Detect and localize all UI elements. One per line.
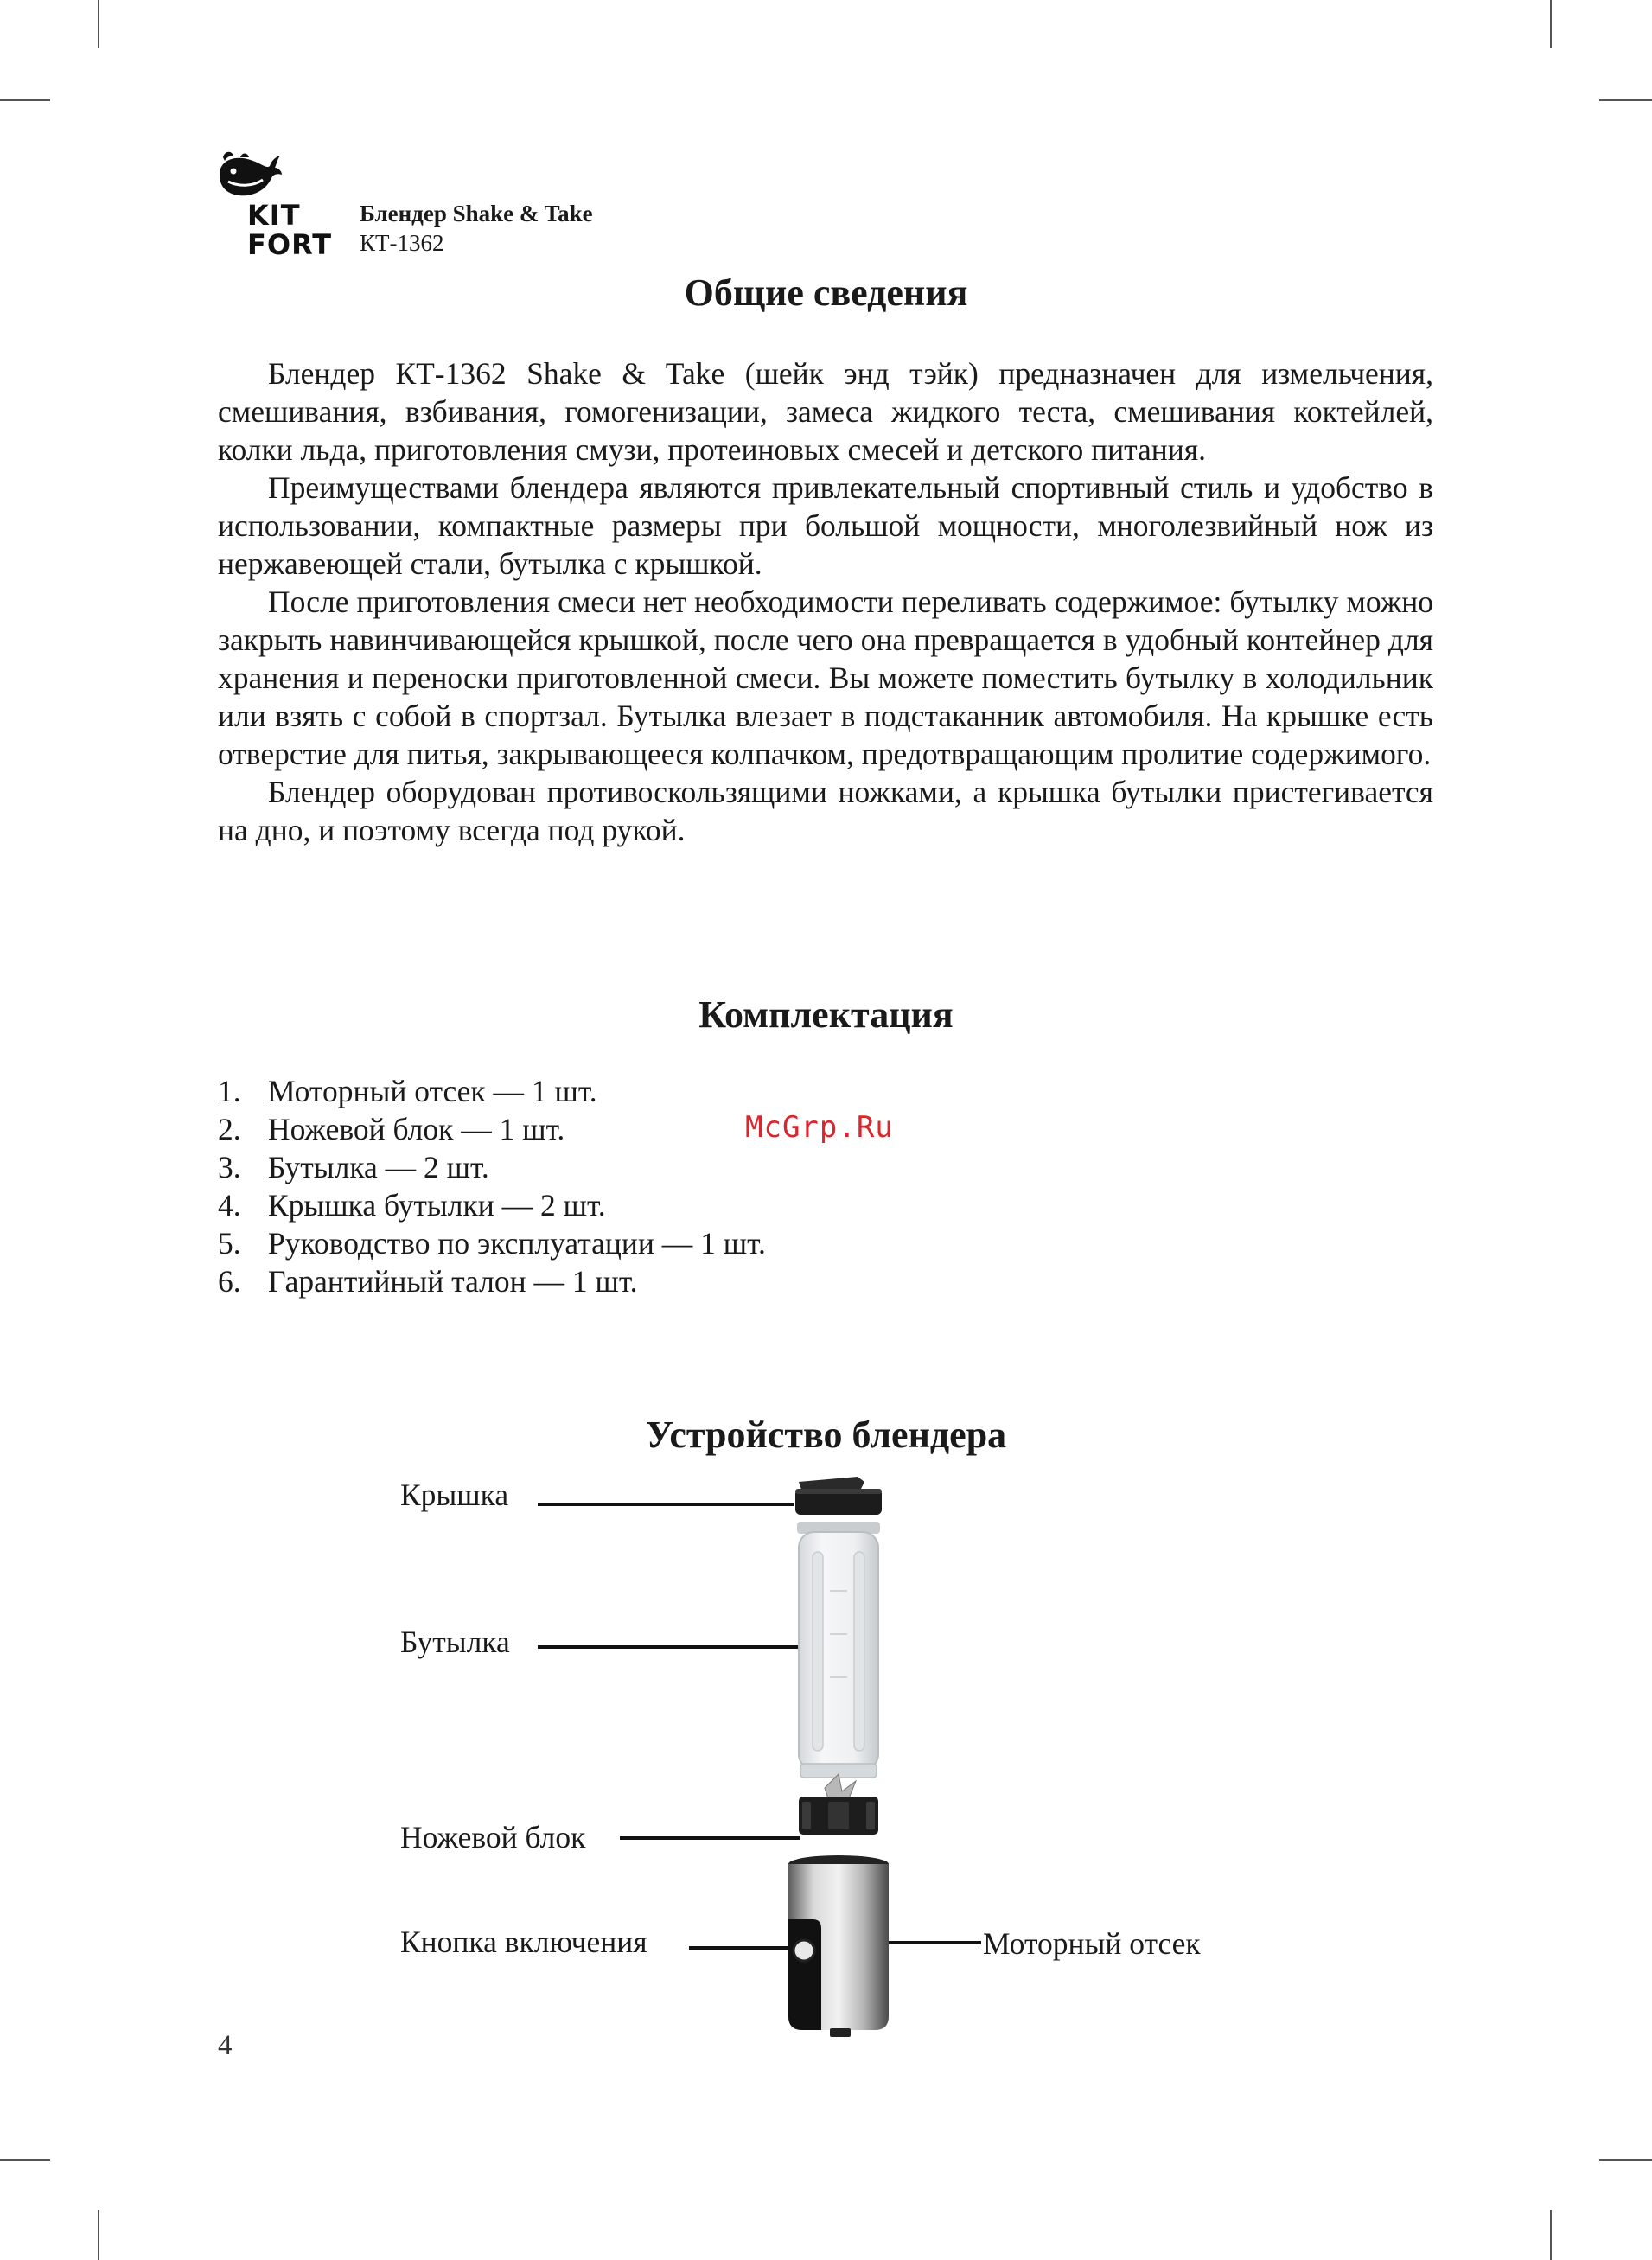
crop-mark: [98, 0, 99, 48]
blade-unit: [799, 1774, 878, 1835]
bottle: [797, 1522, 880, 1778]
product-model: КТ-1362: [360, 230, 444, 256]
list-number: 6.: [218, 1264, 241, 1299]
general-text: [218, 354, 1433, 849]
general-paragraph: После приготовления смеси нет необходимости переливать содержимое: бутылку можно закрыть навинчивающейся крышкой, после чего она превращается в удобный контейнер для хранения и переноски приготовленной смеси. Вы можете поместить бутылку в холодильник или взять с собой в спортзал. Бутылка влезает в подстаканник автомобиля. На крышке есть отверстие для питья, закрывающееся колпачком, предотвращающим пролитие содержимого.: [218, 584, 1433, 771]
label-motor-unit: Моторный отсек: [983, 1926, 1201, 1961]
general-paragraph: Блендер КТ-1362 Shake & Take (шейк энд тэйк) предназначен для измельчения, смешивания, взбивания, гомогенизации, замеса жидкого теста, смешивания коктейлей, колки льда, приготовления смузи, протеиновых смесей и детского питания.: [218, 356, 1433, 467]
list-item: [218, 1072, 766, 1110]
crop-mark: [1550, 2210, 1552, 2260]
section-heading-contents: Комплектация: [698, 993, 954, 1036]
crop-mark: [1599, 99, 1652, 101]
page-number: 4: [218, 2030, 233, 2061]
crop-mark: [98, 2210, 99, 2260]
whale-icon: [214, 149, 284, 201]
label-power-button: Кнопка включения: [400, 1925, 647, 1959]
list-text: Гарантийный талон — 1 шт.: [268, 1264, 638, 1299]
crop-mark: [1599, 2159, 1652, 2161]
section-heading-device: Устройство блендера: [645, 1414, 1007, 1456]
logo-line-fort: FORT: [247, 228, 333, 261]
contents-list: [218, 1072, 766, 1300]
watermark: McGrp.Ru: [745, 1110, 894, 1145]
list-item: [218, 1110, 766, 1148]
list-number: 5.: [218, 1226, 241, 1261]
list-text: Руководство по эксплуатации — 1 шт.: [268, 1226, 766, 1261]
list-item: [218, 1186, 766, 1224]
list-item: [218, 1262, 766, 1300]
crop-mark: [0, 99, 50, 101]
list-number: 4.: [218, 1188, 241, 1223]
list-text: Моторный отсек — 1 шт.: [268, 1074, 597, 1108]
leader-line-lid: [538, 1503, 794, 1506]
crop-mark: [0, 2159, 50, 2161]
bottle-lid: [795, 1477, 882, 1515]
leader-line-blade: [620, 1836, 800, 1840]
list-number: 2.: [218, 1112, 241, 1146]
list-number: 1.: [218, 1074, 241, 1108]
blender-diagram: [778, 1470, 899, 2040]
list-number: 3.: [218, 1150, 241, 1184]
list-text: Ножевой блок — 1 шт.: [268, 1112, 565, 1146]
list-text: Крышка бутылки — 2 шт.: [268, 1188, 606, 1223]
section-heading-general: Общие сведения: [684, 271, 968, 314]
label-blade-unit: Ножевой блок: [400, 1820, 586, 1855]
list-item: [218, 1148, 766, 1186]
general-paragraph: Преимуществами блендера являются привлекательный спортивный стиль и удобство в использовании, компактные размеры при большой мощности, многолезвийный нож из нержавеющей стали, бутылка с крышкой.: [218, 470, 1433, 581]
product-title: Блендер Shake & Take: [360, 201, 593, 227]
label-bottle: Бутылка: [400, 1625, 510, 1659]
motor-unit: [788, 1855, 889, 2037]
logo-line-kit: KIT: [247, 199, 301, 232]
list-item: [218, 1224, 766, 1262]
power-button-icon: [794, 1940, 814, 1961]
crop-mark: [1550, 0, 1552, 48]
kitfort-logo: [214, 149, 331, 259]
list-text: Бутылка — 2 шт.: [268, 1150, 489, 1184]
label-lid: Крышка: [400, 1478, 509, 1512]
general-paragraph: Блендер оборудован противоскользящими ножками, а крышка бутылки пристегивается на дно, и поэтому всегда под рукой.: [218, 775, 1433, 847]
